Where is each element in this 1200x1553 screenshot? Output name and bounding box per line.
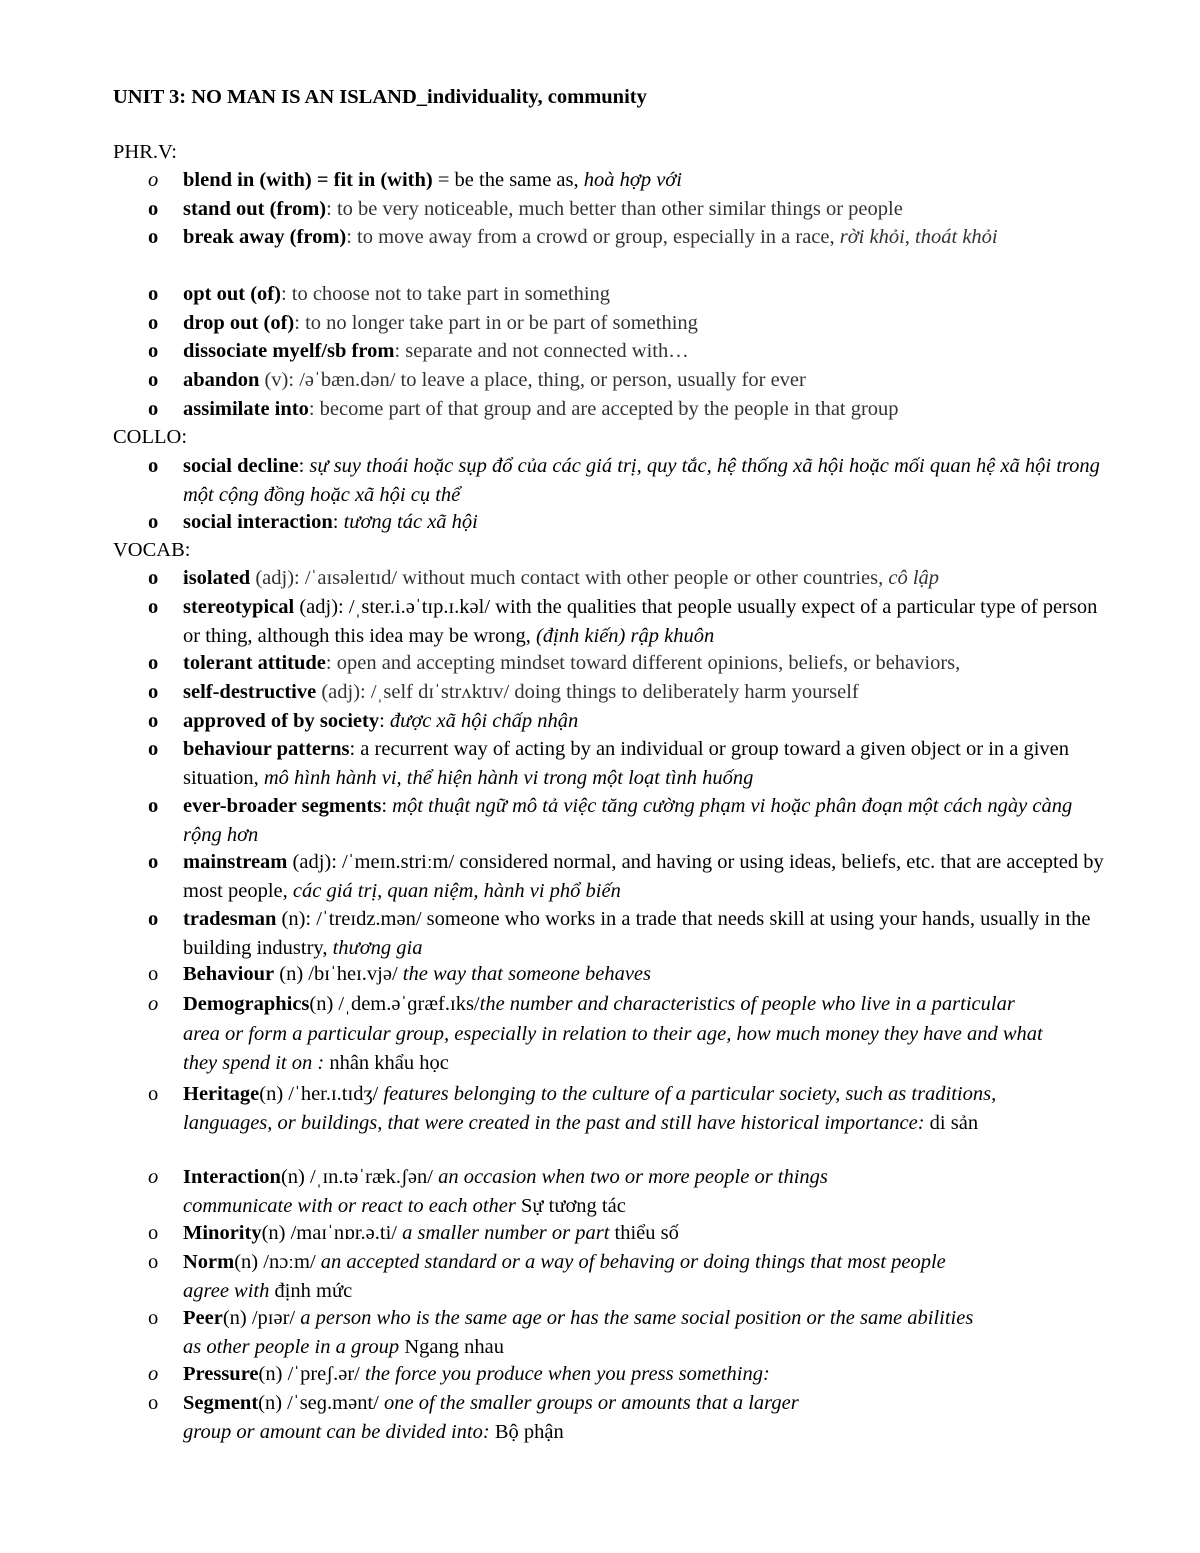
bullet-hollow: o [148,1307,159,1329]
term: Peer [183,1307,223,1329]
bullet-hollow: o [148,963,159,985]
definition: : [298,455,310,477]
list-item [183,366,1113,395]
list-item [183,195,1113,224]
term: Pressure [183,1363,259,1385]
definition: (adj): /ˌself dɪˈstrʌktɪv/ doing things to deliberately harm yourself [316,681,859,703]
term: assimilate into [183,398,309,420]
list-item [183,280,1113,309]
list-item [183,678,1113,707]
translation: được xã hội chấp nhận [389,710,579,732]
translation: Ngang nhau [399,1335,504,1358]
bullet-hollow: o [148,169,159,191]
list-item [183,792,1113,849]
pronunciation: (n) /ˈseɡ.mənt/ [258,1392,384,1414]
page-title: UNIT 3: NO MAN IS AN ISLAND_individuality, community [113,86,647,108]
definition: the number and characteristics of people who live in a particular area or form a particular group, especially in relation to their age, how much money they have and what they spend it on : [183,993,1043,1074]
definition: : become part of that group and are accepted by the people in that group [308,398,899,420]
translation: thiểu số [609,1222,679,1244]
bullet-solid: o [148,851,159,873]
translation: tương tác xã hội [343,511,478,533]
term: Interaction [183,1166,281,1188]
pronunciation: (n) /ˈpreʃ.ər/ [258,1363,365,1385]
term: abandon [183,369,260,391]
translation: thương gia [332,936,423,959]
pronunciation: (n) /ˈher.ɪ.tɪdʒ/ [259,1083,384,1105]
definition: an occasion when two or more people or things communicate with or react to each other [183,1166,828,1217]
definition: : to choose not to take part in something [280,283,611,305]
term: behaviour patterns [183,738,350,760]
term: tolerant attitude [183,652,326,674]
bullet-hollow: o [148,1083,159,1105]
list-item [183,1163,903,1220]
definition: features belonging to the culture of a particular society, such as traditions, languages, or buildings, that were created in the past and still have historical importance: [183,1083,997,1134]
list-item [183,452,1113,509]
definition: = be the same as, [432,169,584,191]
translation: mô hình hành vi, thể hiện hành vi trong một loạt tình huống [263,766,754,789]
definition: the force you produce when you press something: [364,1363,770,1385]
translation: nhân khẩu học [324,1052,449,1074]
term: social interaction [183,511,333,533]
definition: a person who is the same age or has the same social position or the same abilities as other people in a group [183,1307,974,1358]
bullet-solid: o [148,312,159,334]
term: approved of by society [183,710,380,732]
pronunciation: (n) /ˌdem.əˈɡræf.ɪks/ [309,993,480,1015]
definition: : [332,511,344,533]
list-item [183,1219,1113,1248]
bullet-solid: o [148,652,159,674]
list-item [183,309,1113,338]
term: Behaviour [183,963,275,985]
list-item [183,707,1113,736]
section-heading-vocab: VOCAB: [113,539,191,561]
translation: định mức [269,1279,353,1302]
pronunciation: (n) /nɔːm/ [234,1251,321,1273]
bullet-hollow: o [148,1166,159,1188]
bullet-solid: o [148,681,159,703]
term: stand out (from) [183,198,327,220]
list-item [183,223,1113,252]
translation: sự suy thoái hoặc sụp đổ của các giá trị, quy tắc, hệ thống xã hội hoặc mối quan hệ xã hội trong một cộng đồng hoặc xã hội cụ thể [183,455,1100,506]
term: self-destructive [183,681,317,703]
term: ever-broader segments [183,795,382,817]
definition: an accepted standard or a way of behaving or doing things that most people agree with [183,1251,946,1302]
term: stereotypical [183,596,295,618]
definition: : [379,710,390,732]
bullet-solid: o [148,738,159,760]
definition: : separate and not connected with… [394,340,689,362]
list-item [183,593,1113,650]
translation: Bộ phận [489,1420,564,1443]
list-item [183,1304,988,1361]
section-heading-collo: COLLO: [113,426,188,448]
bullet-hollow: o [148,1392,159,1414]
translation: (định kiến) rập khuôn [536,624,715,647]
definition: (v): /əˈbæn.dən/ to leave a place, thing, or person, usually for ever [259,369,806,391]
term: tradesman [183,908,277,930]
list-item [183,990,1053,1079]
bullet-solid: o [148,908,159,930]
term: break away (from) [183,226,347,248]
term: opt out (of) [183,283,281,305]
bullet-solid: o [148,198,159,220]
pronunciation: (n) /ˌɪn.təˈræk.ʃən/ [280,1166,439,1188]
pronunciation: (n) /pɪər/ [222,1307,301,1329]
translation: cô lập [888,567,940,589]
list-item [183,848,1113,905]
term: isolated [183,567,251,589]
list-item [183,166,1113,195]
list-item [183,1080,1023,1137]
term: social decline [183,455,299,477]
definition: : a recurrent way of acting by an individual or group toward a given object or in a given situation, [183,738,1070,789]
bullet-hollow: o [148,993,159,1015]
definition: a smaller number or part [402,1222,610,1244]
bullet-solid: o [148,369,159,391]
translation: hoà hợp với [583,169,682,191]
pronunciation: (n) /maɪˈnɒr.ə.ti/ [261,1222,403,1244]
bullet-hollow: o [148,1363,159,1385]
list-item [183,337,1113,366]
bullet-hollow: o [148,1251,159,1273]
term: Norm [183,1251,235,1273]
definition: : [381,795,393,817]
list-item [183,1248,983,1305]
pronunciation: (n) /bɪˈheɪ.vjə/ [274,963,403,985]
list-item [183,1360,1113,1389]
term: mainstream [183,851,288,873]
translation: rời khỏi, thoát khỏi [839,226,998,248]
definition: : open and accepting mindset toward different opinions, beliefs, or behaviors, [325,652,961,674]
translation: một thuật ngữ mô tả việc tăng cường phạm vi hoặc phân đoạn một cách ngày càng rộng hơn [183,795,1073,846]
term: Minority [183,1222,262,1244]
definition: one of the smaller groups or amounts that a larger group or amount can be divided into: [183,1392,799,1443]
definition: : to move away from a crowd or group, especially in a race, [346,226,840,248]
list-item [183,395,1113,424]
bullet-solid: o [148,511,159,533]
term: drop out (of) [183,312,295,334]
bullet-solid: o [148,226,159,248]
bullet-solid: o [148,596,159,618]
bullet-solid: o [148,455,159,477]
term: Demographics [183,993,310,1015]
definition: (n): /ˈtreɪdz.mən/ someone who works in a trade that needs skill at using your hands, usually in the building industry, [183,908,1091,959]
term: blend in (with) = fit in (with) [183,169,433,191]
list-item [183,1389,843,1446]
translation: Sự tương tác [515,1194,626,1217]
term: Heritage [183,1083,260,1105]
definition: (adj): /ˈaɪsəleɪtɪd/ without much contact with other people or other countries, [250,567,889,589]
list-item [183,508,1113,537]
bullet-solid: o [148,710,159,732]
list-item [183,564,1113,593]
bullet-hollow: o [148,1222,159,1244]
bullet-solid: o [148,283,159,305]
section-heading-phrv: PHR.V: [113,141,177,163]
translation: di sản [924,1111,979,1134]
list-item [183,735,1113,792]
translation: các giá trị, quan niệm, hành vi phổ biến [292,879,621,902]
definition: : to no longer take part in or be part of something [294,312,698,334]
bullet-solid: o [148,567,159,589]
definition: (adj): /ˌster.i.əˈtɪp.ɪ.kəl/ with the qualities that people usually expect of a particular type of person or thing, although this idea may be wrong, [183,596,1098,647]
definition: the way that someone behaves [402,963,651,985]
list-item [183,960,1113,989]
bullet-solid: o [148,398,159,420]
list-item [183,905,1113,962]
term: dissociate myelf/sb from [183,340,395,362]
list-item [183,649,1113,678]
definition: (adj): /ˈmeɪn.striːm/ considered normal, and having or using ideas, beliefs, etc. that are accepted by most people, [183,851,1104,902]
definition: : to be very noticeable, much better than other similar things or people [326,198,903,220]
bullet-solid: o [148,795,159,817]
bullet-solid: o [148,340,159,362]
term: Segment [183,1392,259,1414]
